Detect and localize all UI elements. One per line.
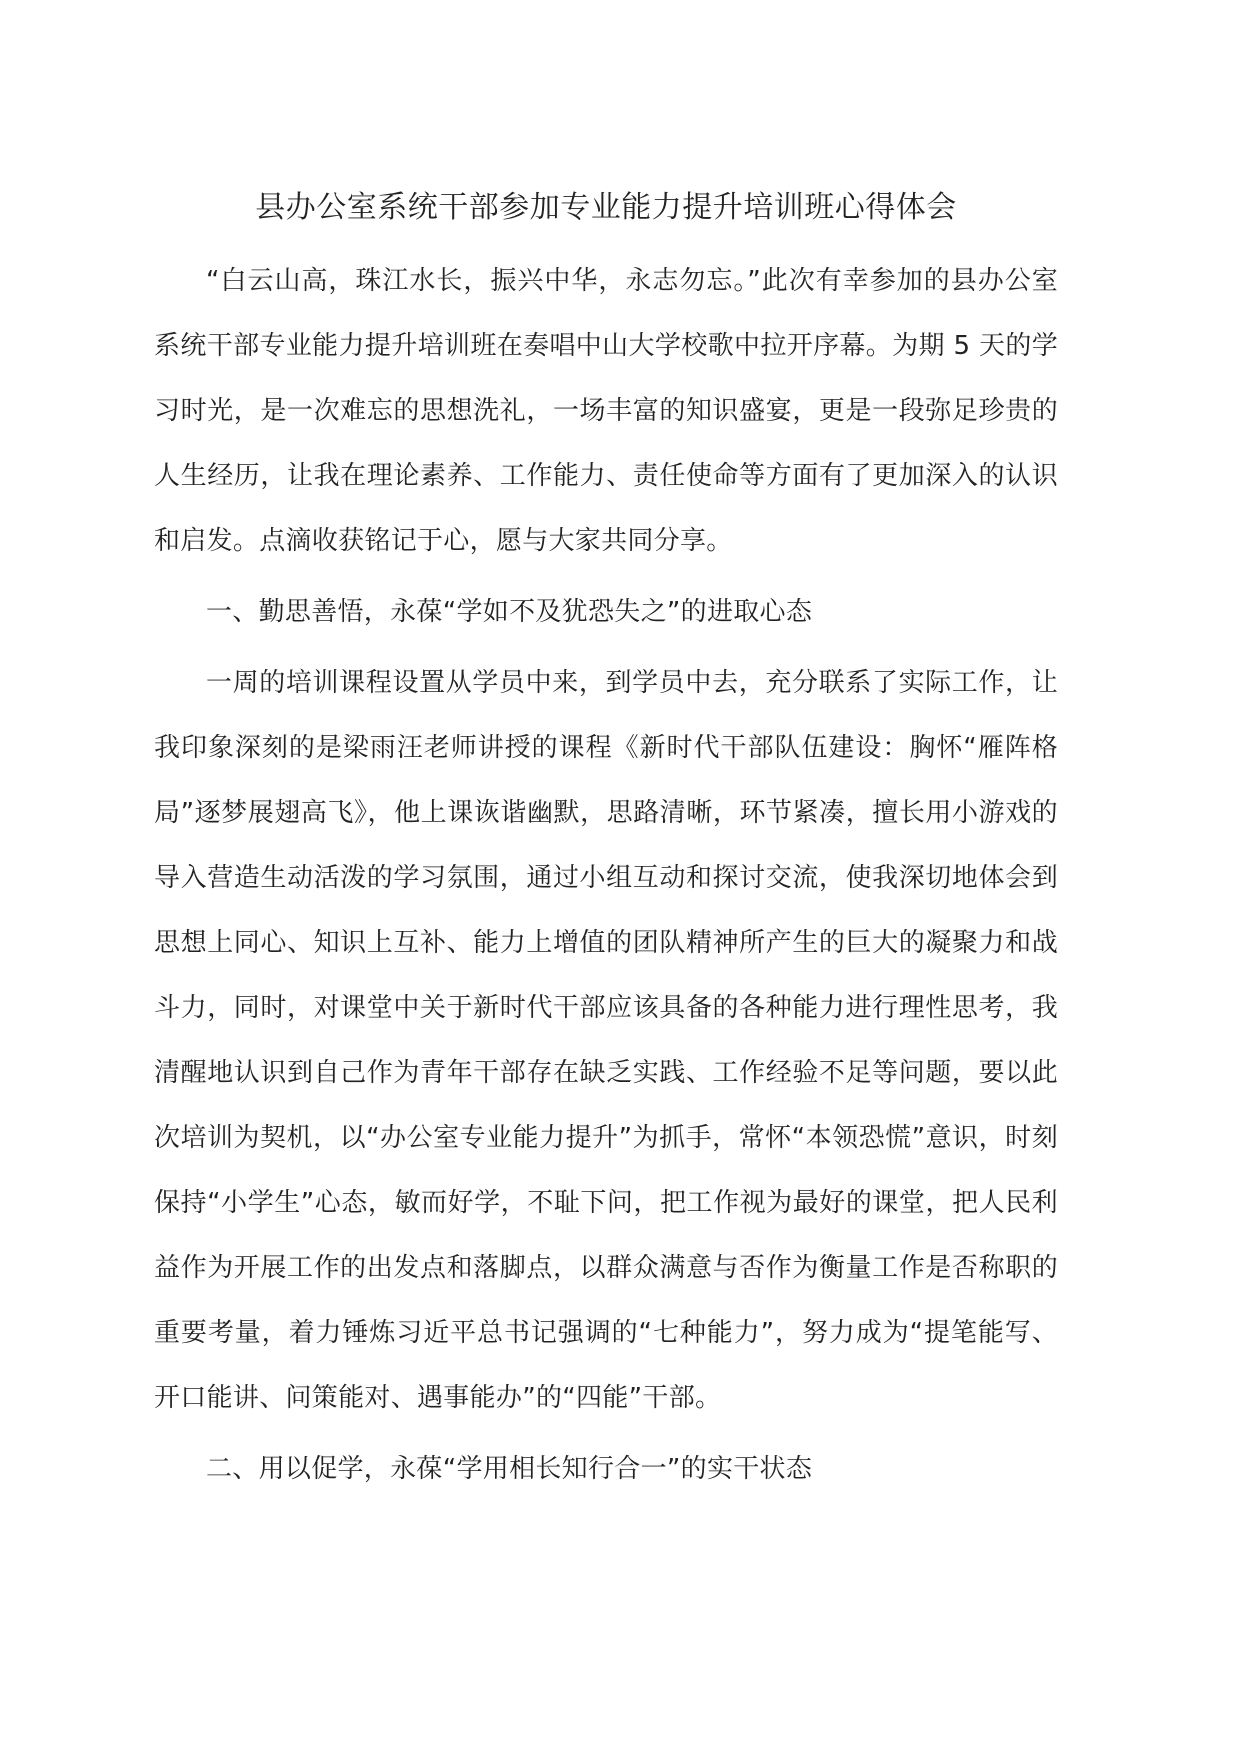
section-heading-1: 一、勤思善悟，永葆“学如不及犹恐失之”的进取心态 <box>206 597 813 627</box>
document-title: 县办公室系统干部参加专业能力提升培训班心得体会 <box>255 190 957 225</box>
section-1-paragraph: 一周的培训课程设置从学员中来，到学员中去，充分联系了实际工作，让我印象深刻的是梁雨汪老师讲授的课程《新时代干部队伍建设：胸怀“雁阵格局”逐梦展翅高飞》，他上课诙谐幽默，思路清晰，环节紧凑，擅长用小游戏的导入营造生动活泼的学习氛围，通过小组互动和探讨交流，使我深切地体会到思想上同心、知识上互补、能力上增值的团队精神所产生的巨大的凝聚力和战斗力，同时，对课堂中关于新时代干部应该具备的各种能力进行理性思考，我清醒地认识到自己作为青年干部存在缺乏实践、工作经验不足等问题，要以此次培训为契机，以“办公室专业能力提升”为抓手，常怀“本领恐慌”意识，时刻保持“小学生”心态，敏而好学，不耻下问，把工作视为最好的课堂，把人民利益作为开展工作的出发点和落脚点，以群众满意与否作为衡量工作是否称职的重要考量，着力锤炼习近平总书记强调的“七种能力”，努力成为“提笔能写、开口能讲、问策能对、遇事能办”的“四能”干部。 <box>154 668 1058 1413</box>
intro-paragraph: “白云山高，珠江水长，振兴中华，永志勿忘。”此次有幸参加的县办公室系统干部专业能力提升培训班在奏唱中山大学校歌中拉开序幕。为期 5 天的学习时光，是一次难忘的思想洗礼，一场丰富的知识盛宴，更是一段弥足珍贵的人生经历，让我在理论素养、工作能力、责任使命等方面有了更加深入的认识和启发。点滴收获铭记于心，愿与大家共同分享。 <box>154 266 1058 556</box>
section-heading-2: 二、用以促学，永葆“学用相长知行合一”的实干状态 <box>206 1454 813 1484</box>
document-body <box>154 249 1058 1508</box>
